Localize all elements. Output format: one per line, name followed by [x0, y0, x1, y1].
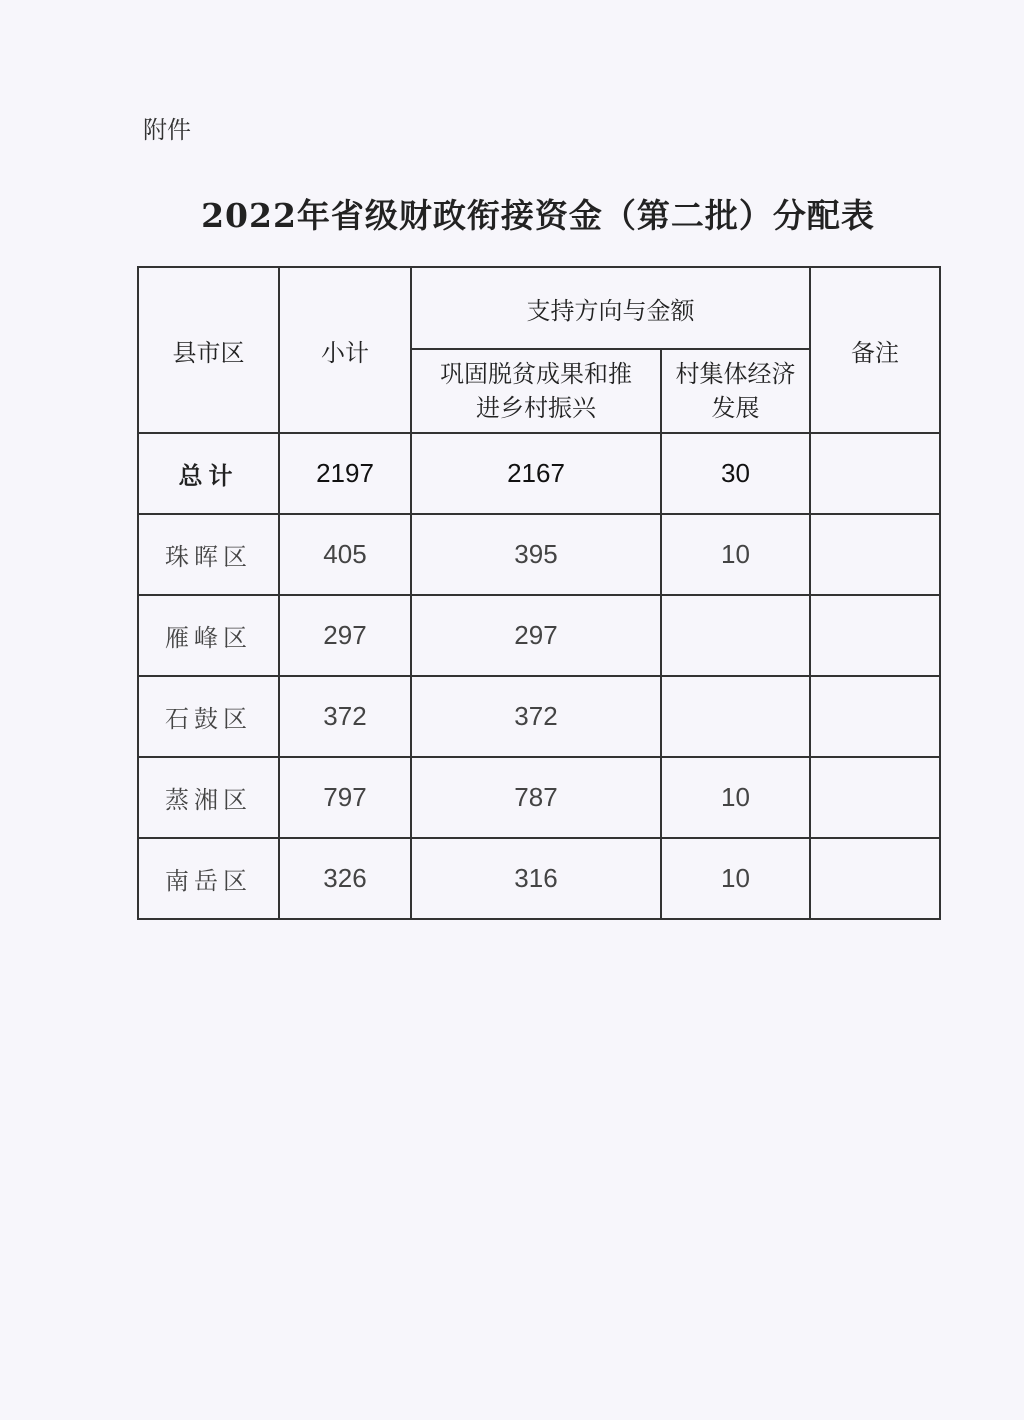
header-consolidate: 巩固脱贫成果和推进乡村振兴: [440, 360, 632, 422]
header-subtotal: 小计: [279, 267, 411, 433]
total-consolidate: 2167: [411, 433, 661, 514]
subtotal-cell: 372: [279, 676, 411, 757]
county-name: 雁峰区: [138, 595, 279, 676]
consolidate-cell: 297: [411, 595, 661, 676]
table-row: [138, 514, 940, 595]
village-econ-cell: 10: [661, 838, 810, 919]
subtotal-cell: 326: [279, 838, 411, 919]
header-row: [138, 267, 940, 349]
remarks-cell: [810, 676, 940, 757]
consolidate-cell: 372: [411, 676, 661, 757]
table-row: [138, 838, 940, 919]
village-econ-cell: [661, 595, 810, 676]
header-village-econ: 村集体经济发展: [675, 360, 796, 422]
remarks-cell: [810, 757, 940, 838]
total-remarks: [810, 433, 940, 514]
remarks-cell: [810, 514, 940, 595]
attachment-label: 附件: [143, 116, 191, 144]
table-row: [138, 757, 940, 838]
total-subtotal: 2197: [279, 433, 411, 514]
table-row: [138, 595, 940, 676]
subtotal-cell: 405: [279, 514, 411, 595]
county-name: 南岳区: [138, 838, 279, 919]
consolidate-cell: 316: [411, 838, 661, 919]
village-econ-cell: [661, 676, 810, 757]
header-direction-group: 支持方向与金额: [411, 267, 810, 349]
header-county: 县市区: [138, 267, 279, 433]
county-name: 珠晖区: [138, 514, 279, 595]
county-name: 蒸湘区: [138, 757, 279, 838]
remarks-cell: [810, 838, 940, 919]
total-village-econ: 30: [661, 433, 810, 514]
subtotal-cell: 797: [279, 757, 411, 838]
header-remarks: 备注: [810, 267, 940, 433]
consolidate-cell: 787: [411, 757, 661, 838]
allocation-table: [137, 266, 941, 920]
total-row: [138, 433, 940, 514]
total-label: 总计: [138, 433, 279, 514]
village-econ-cell: 10: [661, 514, 810, 595]
remarks-cell: [810, 595, 940, 676]
consolidate-cell: 395: [411, 514, 661, 595]
document-title: 2022年省级财政衔接资金（第二批）分配表: [201, 196, 875, 235]
village-econ-cell: 10: [661, 757, 810, 838]
table-row: [138, 676, 940, 757]
county-name: 石鼓区: [138, 676, 279, 757]
subtotal-cell: 297: [279, 595, 411, 676]
